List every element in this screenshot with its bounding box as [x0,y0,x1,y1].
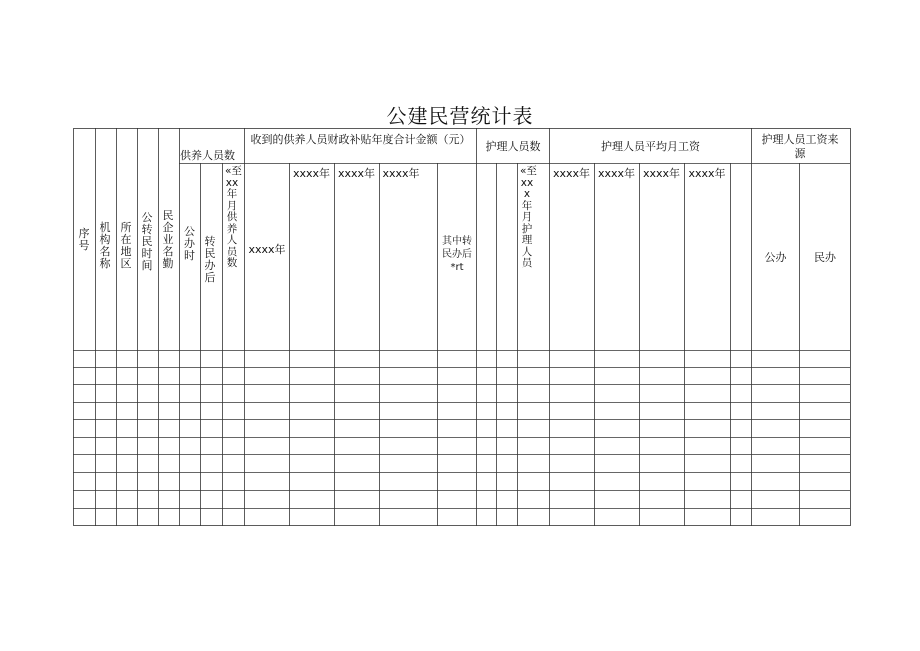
header-month-nursing: «至xxx年月护理人员 [520,165,537,269]
header-of-which-after-transfer: 其中转民办后*rt [442,236,472,273]
header-supported-count: 供养人员数 [180,149,235,162]
header-nursing-staff: 护理人员数 [485,140,541,153]
header-wage-source: 护理人员工资来源 [761,133,839,160]
header-subsidy-year-3: xxxx年 [382,167,420,180]
header-after-transfer: 转民办后 [204,235,216,284]
page-title: 公建民营统计表 [386,104,534,128]
header-subsidy-total: 收到的供养人员财政补贴年度合计金额（元） [250,133,471,146]
header-month-supported: «至xx年月供养人员数 [225,165,242,269]
header-private: 民办 [814,251,836,264]
header-wage-year-3: xxxx年 [642,167,681,180]
header-year-a: xxxx年 [248,243,286,256]
header-wage-year-2: xxxx年 [597,167,636,180]
header-public: 公办 [764,251,787,264]
header-subsidy-year-2: xxxx年 [337,167,376,180]
header-wage-year-4: xxxx年 [688,167,726,180]
header-seq: 序号 [78,227,90,252]
header-subsidy-year-1: xxxx年 [292,167,331,180]
header-public-to-private-time: 公转民时间 [141,211,153,272]
header-wage-year-1: xxxx年 [552,167,591,180]
header-region: 所在地区 [120,221,132,270]
header-private-enterprise-name: 民企业名勤 [162,209,174,270]
header-public-time: 公办时 [184,225,195,262]
header-nursing-avg-wage: 护理人员平均月工资 [601,140,700,153]
header-org-name: 机构名称 [99,221,111,270]
